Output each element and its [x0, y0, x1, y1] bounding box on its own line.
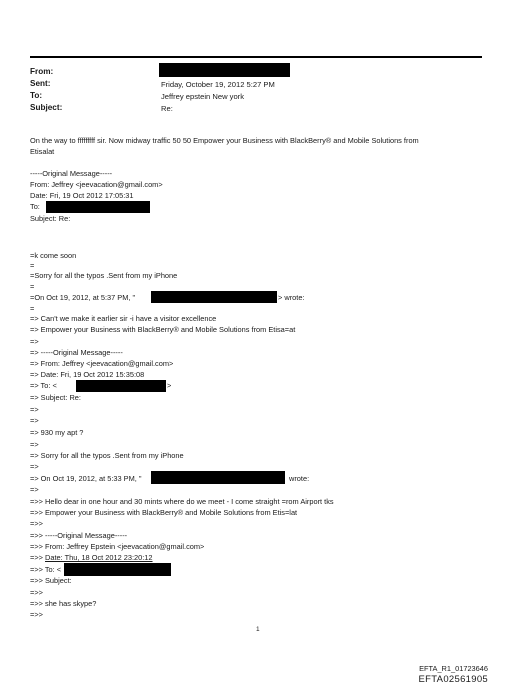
quoted-line: => -----Original Message-----: [30, 348, 123, 357]
original-subject: Subject: Re:: [30, 214, 71, 223]
redacted-recipient: [76, 380, 166, 392]
quoted-line: =>> To: <: [30, 565, 62, 574]
redacted-sender-2: [151, 471, 285, 484]
quoted-line: =>: [30, 416, 39, 425]
page-number: 1: [256, 626, 260, 633]
quoted-line: => Date: Fri, 19 Oct 2012 15:35:08: [30, 370, 145, 379]
quoted-line: => From: Jeffrey <jeevacation@gmail.com>: [30, 359, 174, 368]
quoted-date: Date: Thu, 18 Oct 2012 23:20:12: [45, 553, 153, 562]
quoted-line-end: >: [167, 381, 172, 390]
to-label: To:: [30, 91, 43, 100]
bates-number-small: EFTA_R1_01723646: [419, 664, 488, 673]
quoted-line: => Empower your Business with BlackBerry® and Mobile Solutions from Etisa=at: [30, 325, 296, 334]
from-label: From:: [30, 67, 54, 76]
quoted-line: =: [30, 282, 35, 291]
original-date: Date: Fri, 19 Oct 2012 17:05:31: [30, 191, 134, 200]
quoted-line: => On Oct 19, 2012, at 5:33 PM, ": [30, 474, 142, 483]
body-line: Etisalat: [30, 147, 55, 156]
bates-number-large: EFTA02561905: [418, 674, 488, 685]
original-from: From: Jeffrey <jeevacation@gmail.com>: [30, 180, 163, 189]
header-rule: [30, 56, 482, 58]
subject-label: Subject:: [30, 103, 63, 112]
original-to: To:: [30, 202, 40, 211]
to-value: Jeffrey epstein New york: [161, 92, 245, 101]
redacted-recipient-2: [64, 563, 171, 576]
quoted-line: =>: [30, 405, 39, 414]
quoted-line: => Sorry for all the typos .Sent from my iPhone: [30, 451, 184, 460]
quoted-line: =On Oct 19, 2012, at 5:37 PM, ": [30, 293, 136, 302]
quoted-line: =>> Subject:: [30, 576, 72, 585]
redacted-from: [159, 63, 290, 77]
quoted-line: =>: [30, 337, 39, 346]
quoted-prefix: =>>: [30, 553, 46, 562]
quoted-line: =>>: [30, 588, 43, 597]
quoted-line: =>: [30, 440, 39, 449]
quoted-line: => 930 my apt ?: [30, 428, 84, 437]
sent-value: Friday, October 19, 2012 5:27 PM: [161, 80, 275, 89]
quoted-line-end: wrote:: [289, 474, 310, 483]
quoted-line: =Sorry for all the typos .Sent from my iPhone: [30, 271, 178, 280]
quoted-line: =: [30, 261, 35, 270]
redacted-sender: [151, 291, 277, 303]
quoted-line: => To: <: [30, 381, 57, 390]
redacted-to: [46, 201, 150, 213]
quoted-line-end: > wrote:: [278, 293, 305, 302]
quoted-line: =>>: [30, 519, 43, 528]
quoted-line: =>>: [30, 610, 43, 619]
original-message-separator: -----Original Message-----: [30, 169, 113, 178]
quoted-line: =>: [30, 485, 39, 494]
quoted-line: =k come soon: [30, 251, 77, 260]
sent-label: Sent:: [30, 79, 51, 88]
body-line: On the way to fffffffff sir. Now midway traffic 50 50 Empower your Business with BlackBerry® and Mobile Solutions from: [30, 136, 419, 145]
quoted-line: =>> From: Jeffrey Epstein <jeevacation@gmail.com>: [30, 542, 205, 551]
quoted-line: =>> Hello dear in one hour and 30 mints where do we meet - I come straight =rom Airport tks: [30, 497, 334, 506]
quoted-line: =: [30, 304, 35, 313]
quoted-line: [30, 553, 153, 562]
subject-value: Re:: [161, 104, 173, 113]
quoted-line: =>: [30, 462, 39, 471]
quoted-line: => Subject: Re:: [30, 393, 81, 402]
quoted-line: =>> Empower your Business with BlackBerry® and Mobile Solutions from Etis=lat: [30, 508, 298, 517]
quoted-line: => Can't we make it earlier sir -i have a visitor excellence: [30, 314, 217, 323]
quoted-line: =>> she has skype?: [30, 599, 97, 608]
quoted-line: =>> -----Original Message-----: [30, 531, 128, 540]
